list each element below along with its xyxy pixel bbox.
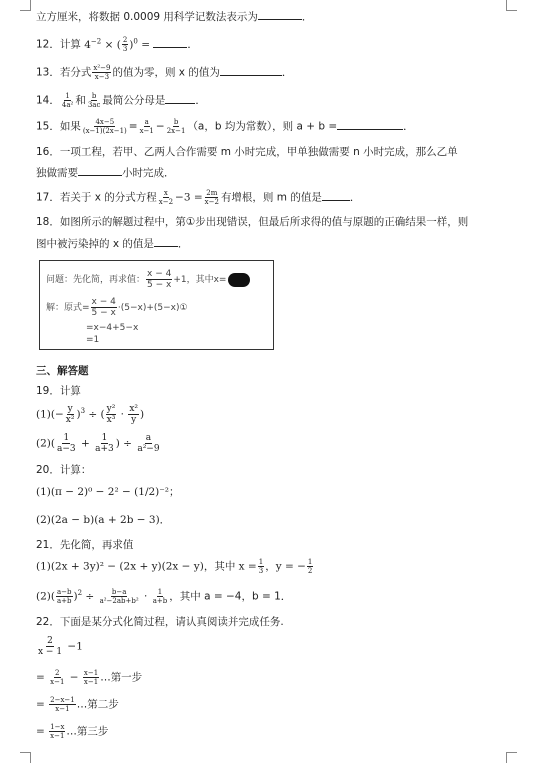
crop-mark [506, 752, 517, 763]
answer-blank [337, 119, 403, 130]
box-solution: 解：原式= $\frac{x - 4}{5 - x}$ ·(5−x)+(5−x)① [46, 297, 188, 318]
box-question-text: 问题：先化简，再求值： [46, 275, 146, 285]
q18-text: 18．如图所示的解题过程中，第①步出现错误，但最后所求得的值与原题的正确结果一样，则 [36, 216, 469, 228]
question-16-line2 [36, 165, 175, 180]
q16-text-b: 独做需要 [36, 167, 78, 179]
q19-1-label: (1) [36, 408, 51, 421]
question-18-line1 [36, 214, 468, 229]
q15-label: 15．如果 [36, 120, 81, 133]
box-solution-c: =x−4+5−x [86, 323, 139, 333]
question-12: 12．计算 $4^{-2}$ × ( $\frac{2}{3}$ )$^0$ = ． [36, 36, 198, 53]
answer-blank [258, 9, 302, 20]
box-question: 问题：先化简，再求值： $\frac{x - 4}{5 - x}$ +1，其中x= [46, 269, 250, 290]
answer-blank [220, 65, 282, 76]
q22-expression: $\frac{2}{x - 1}$ −1 [38, 636, 83, 657]
q22-step2: = $\frac{2-x-1}{x-1}$ …第二步 [36, 696, 119, 713]
answer-blank [78, 165, 122, 176]
q20-label: 20．计算： [36, 464, 92, 476]
q16-text: 16．一项工程，若甲、乙两人合作需要 m 小时完成，甲单独做需要 n 小时完成，那么乙单 [36, 146, 458, 158]
question-13: 13．若分式 $\frac{\text{x²−9}}{x-3}$ 的值为零，则 x 的值为 ． [36, 64, 293, 81]
q19-label: 19．计算 [36, 385, 81, 397]
question-18-line2: 图中被污染掉的 x 的值是 ． [36, 238, 189, 250]
q21-part1: (1)(2x + 3y)² − (2x + y)(2x − y)，其中 x = $\frac{1}{3}$ ，y = − $\frac{1}{2}$ [36, 558, 313, 575]
q20-part2: (2)(2a − b)(a + 2b − 3)． [36, 514, 171, 526]
box-solution-b: ·(5−x)+(5−x)① [117, 303, 188, 313]
q22-step3: = $\frac{1-x}{x-1}$ …第三步 [36, 723, 109, 740]
q19-part2: (2)( $\frac{1}{a-3}$ + $\frac{1}{a+3}$ ) ÷ $\frac{a}{\text{a²−9}}$ [36, 433, 160, 454]
q13-text: 的值为零，则 x 的值为 [112, 66, 220, 79]
box-solution-d: =1 [86, 335, 100, 345]
crop-mark [506, 0, 517, 11]
q16-text-c: 小时完成． [122, 167, 175, 179]
q21-label: 21．先化简，再求值 [36, 539, 134, 551]
answer-blank [153, 37, 187, 48]
q17-label: 17．若关于 x 的分式方程 [36, 191, 157, 204]
box-solution-a: 解：原式= [46, 303, 90, 313]
q14-text: 最简公分母是 [102, 94, 166, 107]
q22-step3-label: …第三步 [66, 725, 109, 738]
q18-text-b: 图中被污染掉的 x 的值是 [36, 238, 154, 250]
section-title: 三、解答题 [36, 365, 89, 377]
ink-stain [228, 273, 250, 287]
q19-2-label: (2) [36, 437, 51, 450]
q21-2-label: (2) [36, 590, 51, 603]
q21-2-text: ，其中 a = −4，b = 1． [169, 590, 292, 603]
intro-text: 立方厘米，将数据 0.0009 用科学记数法表示为 [36, 11, 258, 23]
answer-blank [154, 236, 178, 247]
q21-part2: (2)( $\frac{a-b}{a+b}$ )$^2$ ÷ $\frac{b-a}{\text{a²−2ab+b²}}$ · $\frac{1}{a+b}$ ，其中 a = −4，b = 1． [36, 588, 292, 605]
question-15: 15．如果 $\frac{4x-5}{(x-1)(2x-1)}$ = $\frac{a}{x-1}$ − $\frac{b}{2x-1}$ （a，b 均为常数），则 a + b = ． [36, 118, 414, 135]
q14-label: 14． [36, 94, 60, 107]
question-17: 17．若关于 x 的分式方程 $\frac{x}{x-2}$ −3 = $\frac{2m}{x-2}$ 有增根，则 m 的值是 ． [36, 189, 361, 206]
q19-part1: (1)(− $\frac{y}{\text{x²}}$ )$^3$ ÷ ( $\frac{\text{y²}}{\text{x³}}$ · $\frac{\text{x²}}{y}$ ) [36, 404, 145, 425]
q13-label: 13．若分式 [36, 66, 92, 79]
q22-step2-label: …第二步 [76, 698, 119, 711]
solution-figure [39, 260, 274, 350]
answer-blank [165, 93, 195, 104]
intro-line: 立方厘米，将数据 0.0009 用科学记数法表示为 ． [36, 11, 313, 23]
q12-label: 12．计算 [36, 38, 81, 51]
q22-step1: = $\frac{2}{x-1}$ − $\frac{x-1}{x-1}$ …第一步 [36, 669, 143, 686]
q21-1-text-b: ，y = − [265, 560, 306, 573]
q21-1-text: (1)(2x + 3y)² − (2x + y)(2x − y)，其中 x = [36, 560, 257, 573]
question-16-line1 [36, 144, 458, 159]
q20-part1: (1)(π − 2)⁰ − 2² − (1/2)⁻²； [36, 486, 180, 498]
q17-text: 有增根，则 m 的值是 [220, 191, 322, 204]
answer-blank [322, 190, 350, 201]
crop-mark [20, 752, 31, 763]
crop-mark [20, 0, 31, 11]
q22-step1-label: …第一步 [100, 671, 143, 684]
question-14: 14． $\frac{1}{\text{4a²}}$ 和 $\frac{b}{3ac}$ 最简公分母是 ． [36, 92, 206, 109]
box-question-suffix: +1，其中x= [173, 275, 227, 285]
q22-label: 22．下面是某分式化简过程，请认真阅读并完成任务. [36, 616, 284, 628]
q15-text: （a，b 均为常数），则 a + b = [187, 120, 338, 133]
